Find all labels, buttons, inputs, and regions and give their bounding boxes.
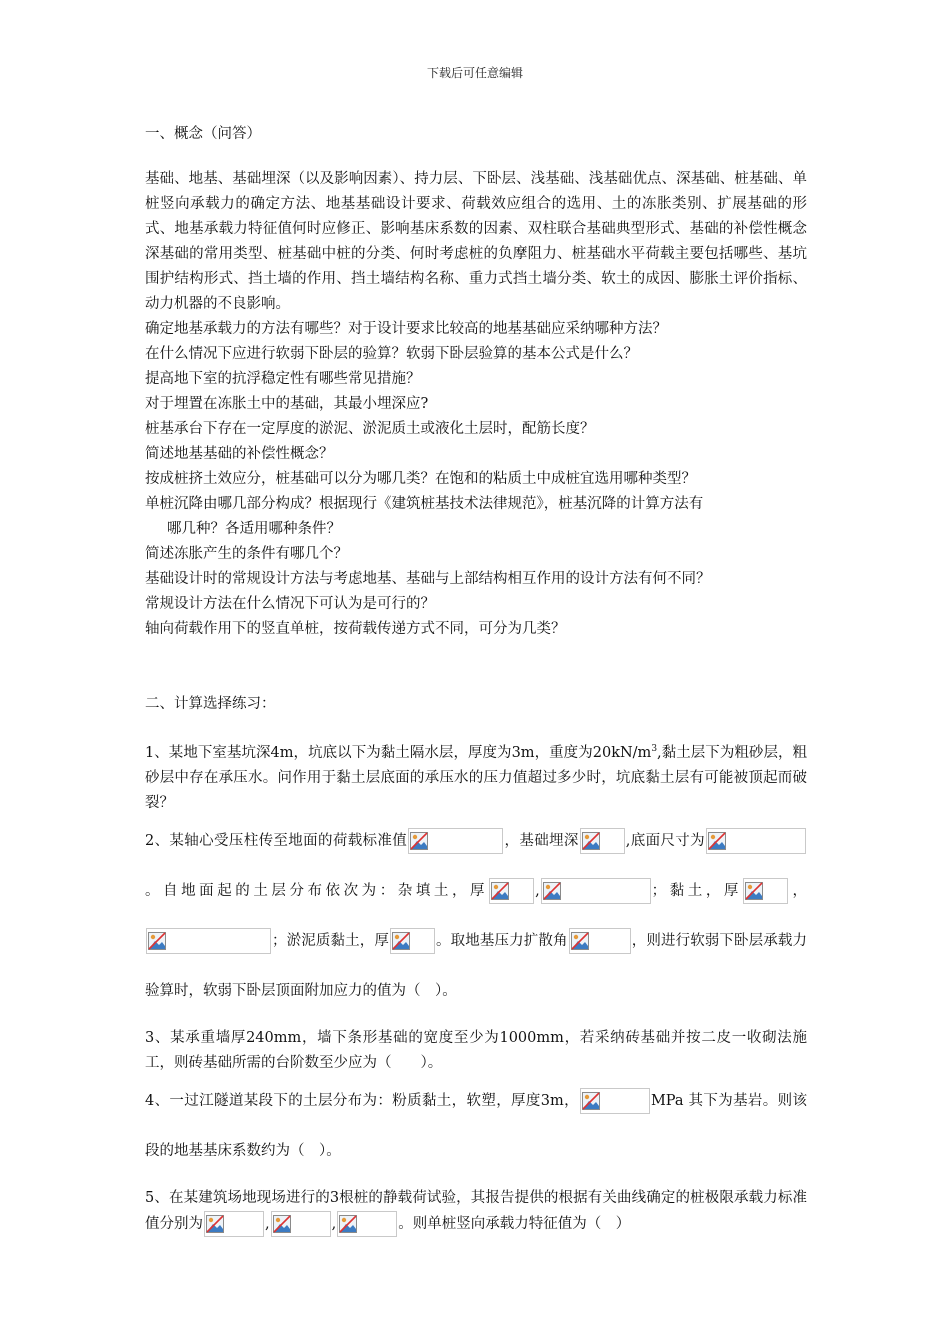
question-1: 确定地基承载力的方法有哪些？对于设计要求比较高的地基基础应采纳哪种方法？ bbox=[145, 321, 667, 337]
broken-image-placeholder bbox=[580, 1088, 650, 1114]
calc-question-2: 2、某轴心受压柱传至地面的荷载标准值 ，基础埋深 ,底面尺寸为 。自地面起的土层分布依次为：杂填土，厚 , ；黏土，厚 ， ；淤泥质黏土，厚 。取地基压力扩散角 ，则进行软弱下卧层承载力验算时，软弱下卧层顶面附加应力的值为（ ）。 bbox=[145, 816, 807, 1016]
question-9: 简述冻胀产生的条件有哪几个？ bbox=[145, 546, 348, 562]
broken-image-placeholder bbox=[743, 878, 788, 904]
question-10: 基础设计时的常规设计方法与考虑地基、基础与上部结构相互作用的设计方法有何不同？ bbox=[145, 571, 711, 587]
broken-image-placeholder bbox=[390, 928, 435, 954]
broken-image-icon bbox=[571, 932, 589, 950]
question-8: 单桩沉降由哪几部分构成？根据现行《建筑桩基技术法律规范》，桩基沉降的计算方法有 bbox=[145, 496, 704, 512]
question-10-continued: 常规设计方法在什么情况下可认为是可行的？ bbox=[145, 596, 435, 612]
broken-image-placeholder bbox=[337, 1211, 397, 1237]
broken-image-icon bbox=[148, 932, 166, 950]
calc-question-5: 5、在某建筑场地现场进行的3根桩的静载荷试验，其报告提供的根据有关曲线确定的桩极限承载力标准值分别为 , , 。则单桩竖向承载力特征值为（ ） bbox=[145, 1186, 807, 1237]
broken-image-placeholder bbox=[569, 928, 631, 954]
broken-image-placeholder bbox=[271, 1211, 331, 1237]
question-2: 在什么情况下应进行软弱下卧层的验算？软弱下卧层验算的基本公式是什么？ bbox=[145, 346, 638, 362]
broken-image-icon bbox=[206, 1215, 224, 1233]
question-5: 桩基承台下存在一定厚度的淤泥、淤泥质土或液化土层时，配筋长度？ bbox=[145, 421, 595, 437]
question-8-continued: 哪几种？各适用哪种条件？ bbox=[167, 521, 341, 537]
broken-image-placeholder bbox=[146, 928, 271, 954]
broken-image-icon bbox=[543, 882, 561, 900]
broken-image-placeholder bbox=[204, 1211, 264, 1237]
question-3: 提高地下室的抗浮稳定性有哪些常见措施？ bbox=[145, 371, 421, 387]
broken-image-icon bbox=[582, 832, 600, 850]
question-6: 简述地基基础的补偿性概念？ bbox=[145, 446, 334, 462]
question-11: 轴向荷载作用下的竖直单桩，按荷载传递方式不同，可分为几类？ bbox=[145, 621, 566, 637]
broken-image-icon bbox=[339, 1215, 357, 1233]
broken-image-placeholder bbox=[580, 828, 625, 854]
broken-image-placeholder bbox=[706, 828, 806, 854]
document-body bbox=[145, 122, 807, 1237]
calc-question-4: 4、一过江隧道某段下的土层分布为：粉质黏土，软塑，厚度3m， MPa 其下为基岩。则该段的地基基床系数约为（ ）。 bbox=[145, 1076, 807, 1176]
question-4: 对于埋置在冻胀土中的基础，其最小埋深应? bbox=[145, 396, 429, 412]
broken-image-icon bbox=[273, 1215, 291, 1233]
calc-question-3: 3、某承重墙厚240mm，墙下条形基础的宽度至少为1000mm，若采纳砖基础并按二皮一收砌法施工，则砖基础所需的台阶数至少应为（ ）。 bbox=[145, 1029, 807, 1071]
broken-image-icon bbox=[491, 882, 509, 900]
broken-image-placeholder bbox=[541, 878, 651, 904]
calc-question-1: 1、某地下室基坑深4m，坑底以下为黏土隔水层，厚度为3m，重度为$20kN/m^3$,黏土层下为粗砂层，粗砂层中存在承压水。问作用于黏土层底面的承压水的压力值超过多少时，坑底黏土层有可能被顶起而破裂？ bbox=[145, 744, 808, 811]
broken-image-placeholder bbox=[408, 828, 503, 854]
section2-title: 二、计算选择练习： bbox=[145, 696, 276, 712]
question-7: 按成桩挤土效应分，桩基础可以分为哪几类？在饱和的粘质土中成桩宜选用哪种类型？ bbox=[145, 471, 696, 487]
broken-image-icon bbox=[745, 882, 763, 900]
broken-image-icon bbox=[582, 1092, 600, 1110]
page-header: 下载后可任意编辑 bbox=[426, 66, 523, 80]
broken-image-icon bbox=[708, 832, 726, 850]
broken-image-icon bbox=[392, 932, 410, 950]
broken-image-icon bbox=[410, 832, 428, 850]
section1-title: 一、概念（问答） bbox=[145, 126, 261, 142]
concepts-paragraph: 基础、地基、基础埋深（以及影响因素）、持力层、下卧层、浅基础、浅基础优点、深基础、桩基础、单桩竖向承载力的确定方法、地基基础设计要求、荷载效应组合的选用、土的冻胀类别、扩展基础的形式、地基承载力特征值何时应修正、影响基床系数的因素、双柱联合基础典型形式、基础的补偿性概念深基础的常用类型、桩基础中桩的分类、何时考虑桩的负摩阻力、桩基础水平荷载主要包括哪些、基坑围护结构形式、挡土墙的作用、挡土墙结构名称、重力式挡土墙分类、软土的成因、膨胀土评价指标、动力机器的不良影响。 bbox=[145, 171, 807, 312]
broken-image-placeholder bbox=[489, 878, 534, 904]
